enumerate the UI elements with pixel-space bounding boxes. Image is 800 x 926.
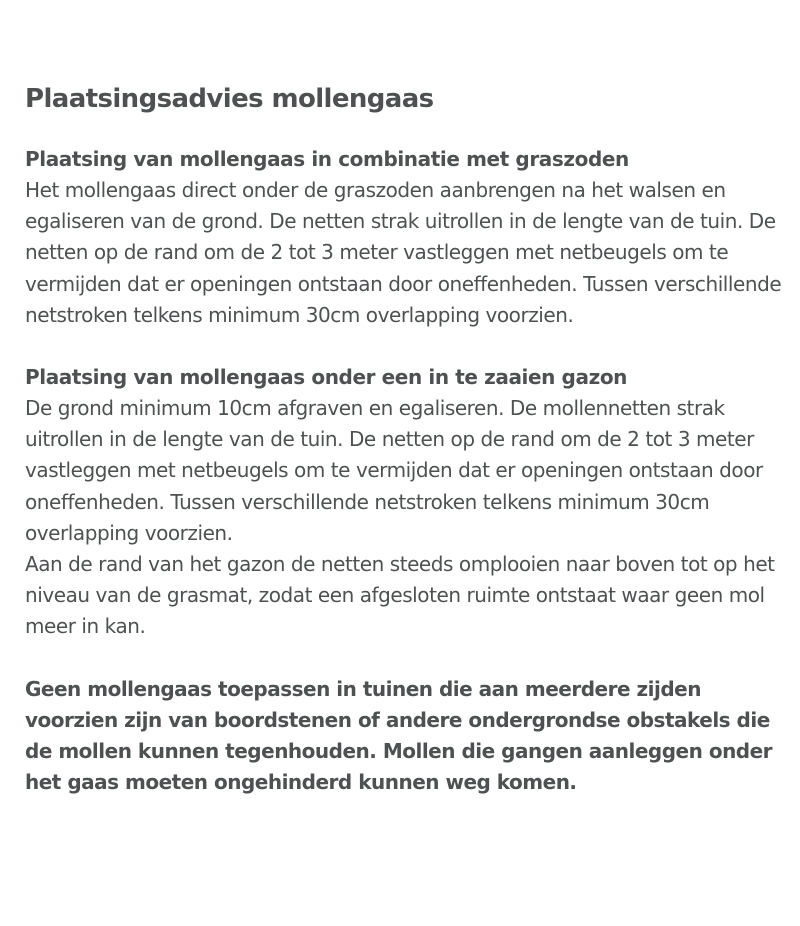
section-gazon — [25, 362, 793, 643]
section-heading: Plaatsing van mollengaas onder een in te zaaien gazon — [25, 365, 627, 390]
section-heading: Plaatsing van mollengaas in combinatie met graszoden — [25, 147, 629, 171]
section-graszoden — [25, 144, 793, 331]
section-paragraph: Aan de rand van het gazon de netten steeds omplooien naar boven tot op het niveau van de grasmat, zodat een afgesloten ruimte ontstaat waar geen mol meer in kan. — [25, 552, 775, 639]
page-title: Plaatsingsadvies mollengaas — [25, 84, 434, 114]
section-paragraph: Het mollengaas direct onder de graszoden aanbrengen na het walsen en egaliseren van de grond. De netten strak uitrollen in de lengte van de tuin. De netten op de rand om de 2 tot 3 meter vastleggen met netbeugels om te vermijden dat er openingen ontstaan door oneffenheden. Tussen verschillende netstroken telkens minimum 30cm overlapping voorzien. — [25, 178, 782, 327]
warning-text: Geen mollengaas toepassen in tuinen die aan meerdere zijden voorzien zijn van boordstenen of andere ondergrondse obstakels die de mollen kunnen tegenhouden. Mollen die gangen aanleggen onder het gaas moeten ongehinderd kunnen weg komen. — [25, 676, 773, 795]
section-paragraph: De grond minimum 10cm afgraven en egaliseren. De mollennetten strak uitrollen in de lengte van de tuin. De netten op de rand om de 2 tot 3 meter vastleggen met netbeugels om te vermijden dat er openingen ontstaan door oneffenheden. Tussen verschillende netstroken telkens minimum 30cm overlapping voorzien. — [25, 396, 763, 545]
article — [25, 80, 793, 798]
